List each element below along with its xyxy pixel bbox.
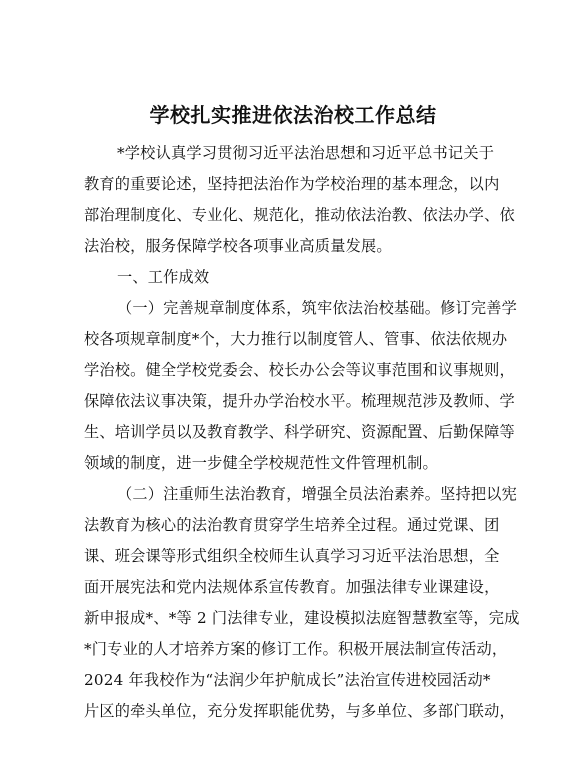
paragraph-line: 学治校。健全学校党委会、校长办公会等议事范围和议事规则， — [84, 361, 515, 379]
paragraph-line: 课、班会课等形式组织全校师生认真学习习近平法治思想，全 — [84, 547, 500, 565]
paragraph-line: 保障依法议事决策，提升办学治校水平。梳理规范涉及教师、学 — [84, 392, 515, 410]
paragraph-line: 新申报成*、*等 2 门法律专业，建设模拟法庭智慧教室等，完成 — [84, 609, 520, 627]
paragraph-line: 校各项规章制度*个，大力推行以制度管人、管事、依法依规办 — [84, 330, 508, 348]
paragraph-line: （二）注重师生法治教育，增强全员法治素养。坚持把以宪 — [117, 485, 518, 503]
paragraph-line: *门专业的人才培养方案的修订工作。积极开展法制宣传活动， — [84, 640, 508, 658]
paragraph-line: 教育的重要论述，坚持把法治作为学校治理的基本理念，以内 — [84, 175, 500, 193]
paragraph-line: *学校认真学习贯彻习近平法治思想和习近平总书记关于 — [117, 144, 495, 162]
paragraph-line: 领域的制度，进一步健全学校规范性文件管理机制。 — [84, 454, 438, 472]
section-heading: 一、工作成效 — [117, 268, 210, 286]
paragraph-line: 片区的牵头单位，充分发挥职能优势，与多单位、多部门联动， — [84, 702, 515, 720]
paragraph-line: 面开展宪法和党内法规体系宣传教育。加强法律专业课建设， — [84, 578, 500, 596]
paragraph-line: 2024 年我校作为“法润少年护航成长”法治宣传进校园活动* — [84, 671, 491, 689]
paragraph-line: 生、培训学员以及教育教学、科学研究、资源配置、后勤保障等 — [84, 423, 515, 441]
document-title: 学校扎实推进依法治校工作总结 — [149, 103, 437, 127]
paragraph-line: （一）完善规章制度体系，筑牢依法治校基础。修订完善学 — [117, 299, 518, 317]
paragraph-line: 法治校，服务保障学校各项事业高质量发展。 — [84, 237, 392, 255]
paragraph-line: 法教育为核心的法治教育贯穿学生培养全过程。通过党课、团 — [84, 516, 500, 534]
paragraph-line: 部治理制度化、专业化、规范化，推动依法治教、依法办学、依 — [84, 206, 515, 224]
